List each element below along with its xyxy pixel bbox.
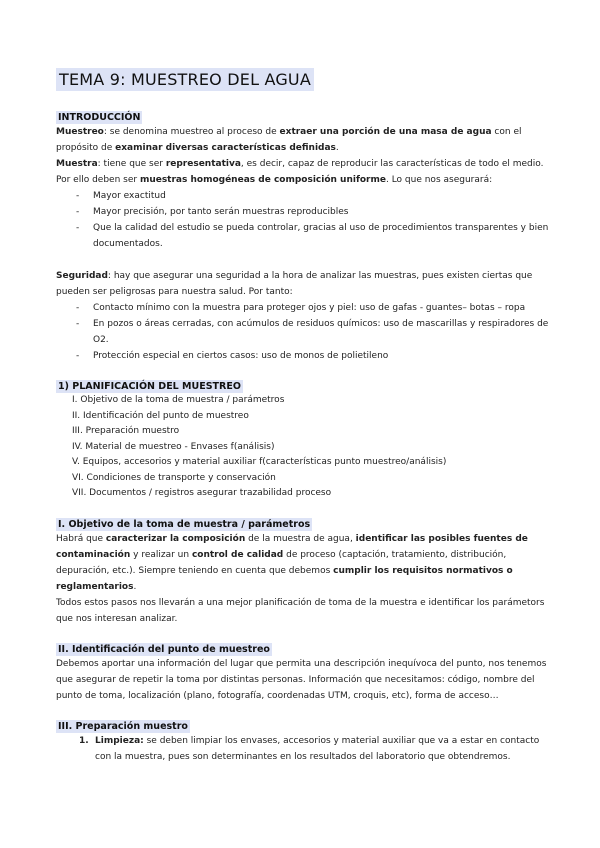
term-seguridad: Seguridad xyxy=(56,271,108,281)
objective-section xyxy=(56,518,554,627)
document-title: TEMA 9: MUESTREO DEL AGUA xyxy=(56,68,314,91)
muestra-definition: Muestra: tiene que ser representativa, es decir, capaz de reproducir las características de todo el medio. Por ello deben ser muestras homogéneas de composición uniforme. Lo que nos asegurará: xyxy=(56,159,544,185)
planning-section xyxy=(56,380,554,502)
intro-section xyxy=(56,111,554,364)
benefits-list xyxy=(56,188,554,252)
seguridad-paragraph: Seguridad: hay que asegurar una seguridad a la hora de analizar las muestras, pues existen ciertas que pueden ser peligrosas para nuestra salud. Por tanto: xyxy=(56,271,533,297)
term-muestreo: Muestreo xyxy=(56,127,104,137)
list-item: - Que la calidad del estudio se pueda controlar, gracias al uso de procedimientos transparentes y bien documentados. xyxy=(76,220,554,252)
sampling-point-paragraph: Debemos aportar una información del lugar que permita una descripción inequívoca del punto, nos tenemos que asegurar de repetir la toma por distintas personas. Información que necesitamos: código, nombre del punto de toma, localización (plano, fotografía, coordenadas UTM, croquis, etc), forma de acceso… xyxy=(56,658,547,701)
sampling-point-heading: II. Identificación del punto de muestreo xyxy=(58,643,270,655)
preparation-section xyxy=(56,720,554,765)
objective-paragraph: Habrá que caracterizar la composición de la muestra de agua, identificar las posibles fuentes de contaminación y realizar un control de calidad de proceso (captación, tratamiento, distribución, depuración, etc.). Siempre teniendo en cuenta que debemos cumplir los requisitos normativos o reglamentarios. xyxy=(56,533,528,592)
objective-paragraph-2: Todos estos pasos nos llevarán a una mejor planificación de toma de la muestra e identificar los parámetors que nos interesan analizar. xyxy=(56,597,545,624)
list-item: VI. Condiciones de transporte y conservación xyxy=(72,472,276,483)
list-item: IV. Material de muestreo - Envases f(análisis) xyxy=(72,441,275,452)
list-item: - Protección especial en ciertos casos: uso de monos de polietileno xyxy=(76,348,554,364)
list-item: - En pozos o áreas cerradas, con acúmulos de residuos químicos: uso de mascarillas y respiradores de O2. xyxy=(76,316,554,348)
preparation-list xyxy=(56,733,554,765)
muestreo-definition: Muestreo: se denomina muestreo al proceso de extraer una porción de una masa de agua con el propósito de examinar diversas características definidas. xyxy=(56,127,522,153)
list-item: - Contacto mínimo con la muestra para proteger ojos y piel: uso de gafas - guantes– botas – ropa xyxy=(76,300,554,316)
list-item: - Mayor exactitud xyxy=(76,188,554,204)
planning-heading: 1) PLANIFICACIÓN DEL MUESTREO xyxy=(58,381,241,392)
preparation-heading: III. Preparación muestro xyxy=(58,720,188,732)
list-item: - Mayor precisión, por tanto serán muestras reproducibles xyxy=(76,204,554,220)
list-item: VII. Documentos / registros asegurar trazabilidad proceso xyxy=(72,488,332,498)
intro-heading: INTRODUCCIÓN xyxy=(58,112,141,123)
list-item: II. Identificación del punto de muestreo xyxy=(72,410,249,421)
list-item: V. Equipos, accesorios y material auxiliar f(características punto muestreo/análisis) xyxy=(72,457,447,467)
document-page xyxy=(56,68,554,765)
planning-list xyxy=(56,393,554,502)
term-muestra: Muestra xyxy=(56,159,98,169)
sampling-point-section xyxy=(56,643,554,704)
list-item: 1. Limpieza: se deben limpiar los envases, accesorios y material auxiliar que va a estar en contacto con la muestra, pues son determinantes en los resultados del laboratorio que obtendremos. xyxy=(79,735,540,762)
objective-heading: I. Objetivo de la toma de muestra / parámetros xyxy=(58,518,311,530)
safety-list xyxy=(56,300,554,364)
list-item: I. Objetivo de la toma de muestra / parámetros xyxy=(72,395,285,405)
list-item: III. Preparación muestro xyxy=(72,426,180,436)
